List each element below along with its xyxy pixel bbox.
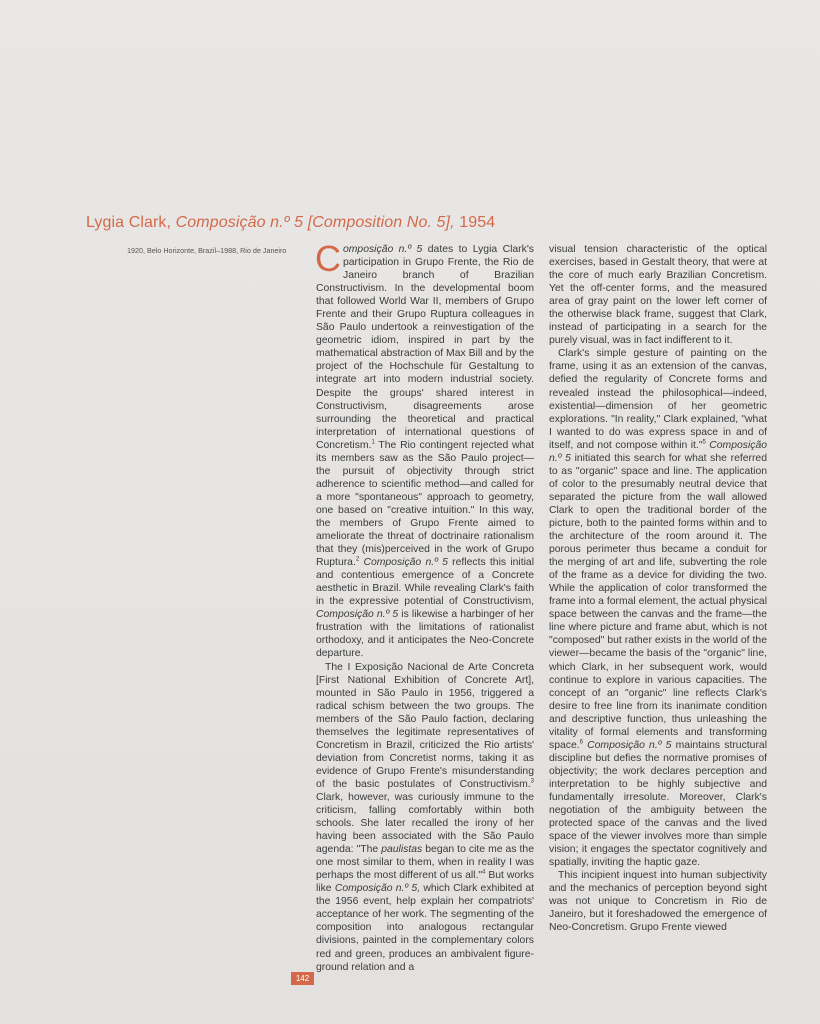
- paragraph: [316, 661, 534, 974]
- italic-text: Composição n.º 5: [359, 557, 448, 569]
- drop-cap: C: [315, 238, 341, 279]
- body-text: dates to Lygia Clark's participation in Grupo Frente, the Rio de Janeiro branch of Brazilian Constructivism. In the developmental boom that followed World War II, members of Grupo Frente and their Grupo Ruptura colleagues in São Paulo undertook a reinvestigation of the geometric idiom, inspired in part by the mathematical abstraction of Max Bill and by the project of the Hochschule für Gestaltung to integrate art into modern industrial society. Despite the groups' shared interest in Constructivism, disagreements arose surrounding the theoretical and practical interpretation of international questions of Concretism.: [316, 244, 535, 451]
- italic-text: Composição n.º 5: [582, 739, 672, 751]
- italic-text: omposição n.º 5: [343, 244, 423, 255]
- italic-text: Composição n.º 5: [549, 439, 768, 464]
- body-text: The I Exposição Nacional de Arte Concreta [First National Exhibition of Concrete Art], mounted in São Paulo in 1956, triggered a radical schism between the two groups. The members of the São Paulo faction, declaring themselves the legitimate representatives of Concretism in Brazil, criticized the Rio artists' deviation from Concretist norms, taking it as evidence of Grupo Frente's misunderstanding of the basic postulates of Constructivism.: [316, 661, 534, 790]
- artist-name: Lygia Clark,: [86, 214, 176, 231]
- body-text: initiated this search for what she referred to as "organic" space and line. The application of color to the presumably neutral device that separated the picture from the wall allowed Clark to open the traditional border of the picture, both to the painted forms within and to the architecture of the room around it. The porous perimeter thus became a conduit for the merging of art and life, subverting the role of the frame as a device for dividing the two. While the application of color transformed the frame into a formal element, the actual physical space between the canvas and the frame—the line where picture and frame abut, which is not "composed" but rather exists in the world of the viewer—became the basis of the "organic" line, which Clark, in her subsequent work, would continue to explore in various capacities. The concept of an "organic" line reflects Clark's desire to free line from its inanimate condition and descriptive function, thus unleashing the vitality of formal elements and transforming space.: [549, 452, 767, 751]
- footnote-ref: 2: [355, 556, 360, 563]
- body-text: But works like: [316, 870, 534, 895]
- page-number: 142: [291, 972, 314, 985]
- footnote-ref: 5: [702, 439, 706, 446]
- footnote-ref: 3: [530, 778, 534, 785]
- work-title: Composição n.º 5 [Composition No. 5],: [175, 214, 455, 231]
- text-column-left: [315, 238, 535, 974]
- text-column-right: [549, 243, 767, 934]
- body-text: Clark, however, was curiously immune to the criticism, falling comfortably within both schools. She later recalled the irony of her having been associated with the São Paulo agenda: "The: [316, 791, 534, 856]
- body-text: Clark's simple gesture of painting on the frame, using it as an extension of the canvas, defied the regularity of Concrete forms and revealed instead the philosophical—indeed, existential—dimension of her geometric explorations. "In reality," Clark explained, "what I wanted to do was express space in and of itself, and not compose within it.": [549, 348, 767, 451]
- footnote-ref: 4: [482, 869, 486, 876]
- body-text: reflects this initial and contentious emergence of a Concrete aesthetic in Brazil. While revealing Clark's faith in the expressive potential of Constructivism,: [316, 557, 535, 608]
- body-text: is likewise a harbinger of her frustration with the limitations of rationalist orthodoxy, and it anticipates the Neo-Concrete departure.: [316, 609, 534, 660]
- paragraph: This incipient inquest into human subjectivity and the mechanics of perception beyond sight was not unique to Concretism in Rio de Janeiro, but it foreshadowed the emergence of Neo-Concretism. Grupo Frente viewed: [549, 870, 767, 934]
- work-year: 1954: [454, 214, 496, 231]
- italic-text: Composição n.º 5: [316, 609, 399, 621]
- italic-text: Composição n.º 5,: [334, 883, 421, 895]
- body-text: The Rio contingent rejected what its members saw as the São Paulo project—the pursuit of objectivity through strict adherence to scientific method—and called for a more "spontaneous" approach to geometry, one based on "creative intuition." In this way, the members of Grupo Frente aimed to ameliorate the threat of doctrinaire rationalism that they (mis)perceived in the work of Grupo Ruptura.: [316, 439, 534, 569]
- footnote-ref: 6: [579, 739, 583, 746]
- italic-text: paulistas: [381, 844, 423, 856]
- body-text: which Clark exhibited at the 1956 event, help explain her compatriots' acceptance of her work. The segmenting of the composition into analogous rectangular divisions, painted in the complementary colors red and green, produces an ambivalent figure-ground relation and a: [316, 883, 535, 973]
- body-text: maintains structural discipline but defies the normative promises of objectivity; the work declares perception and interpretation to be highly subjective and fundamentally irresolute. Moreover, Clark's negotiation of the ambiguity between the protected space of the canvas and the lived space of the viewer involves more than simple vision; it engages the spectator cognitively and spatially, inviting the haptic gaze.: [549, 739, 767, 869]
- artwork-title: [86, 214, 786, 232]
- paragraph: [315, 238, 535, 661]
- body-text: began to cite me as the one most similar to them, when in reality I was perhaps the most different of us all.": [316, 844, 534, 882]
- artist-bio: 1920, Belo Horizonte, Brazil–1988, Rio de Janeiro: [127, 246, 287, 255]
- footnote-ref: 1: [371, 439, 375, 446]
- paragraph: visual tension characteristic of the optical exercises, based in Gestalt theory, that were at the core of much early Brazilian Concretism. Yet the off-center forms, and the measured area of gray paint on the lower left corner of the otherwise black frame, suggest that Clark, instead of participating in a search for the purely visual, was in fact indifferent to it.: [549, 244, 767, 347]
- paragraph: [549, 347, 767, 869]
